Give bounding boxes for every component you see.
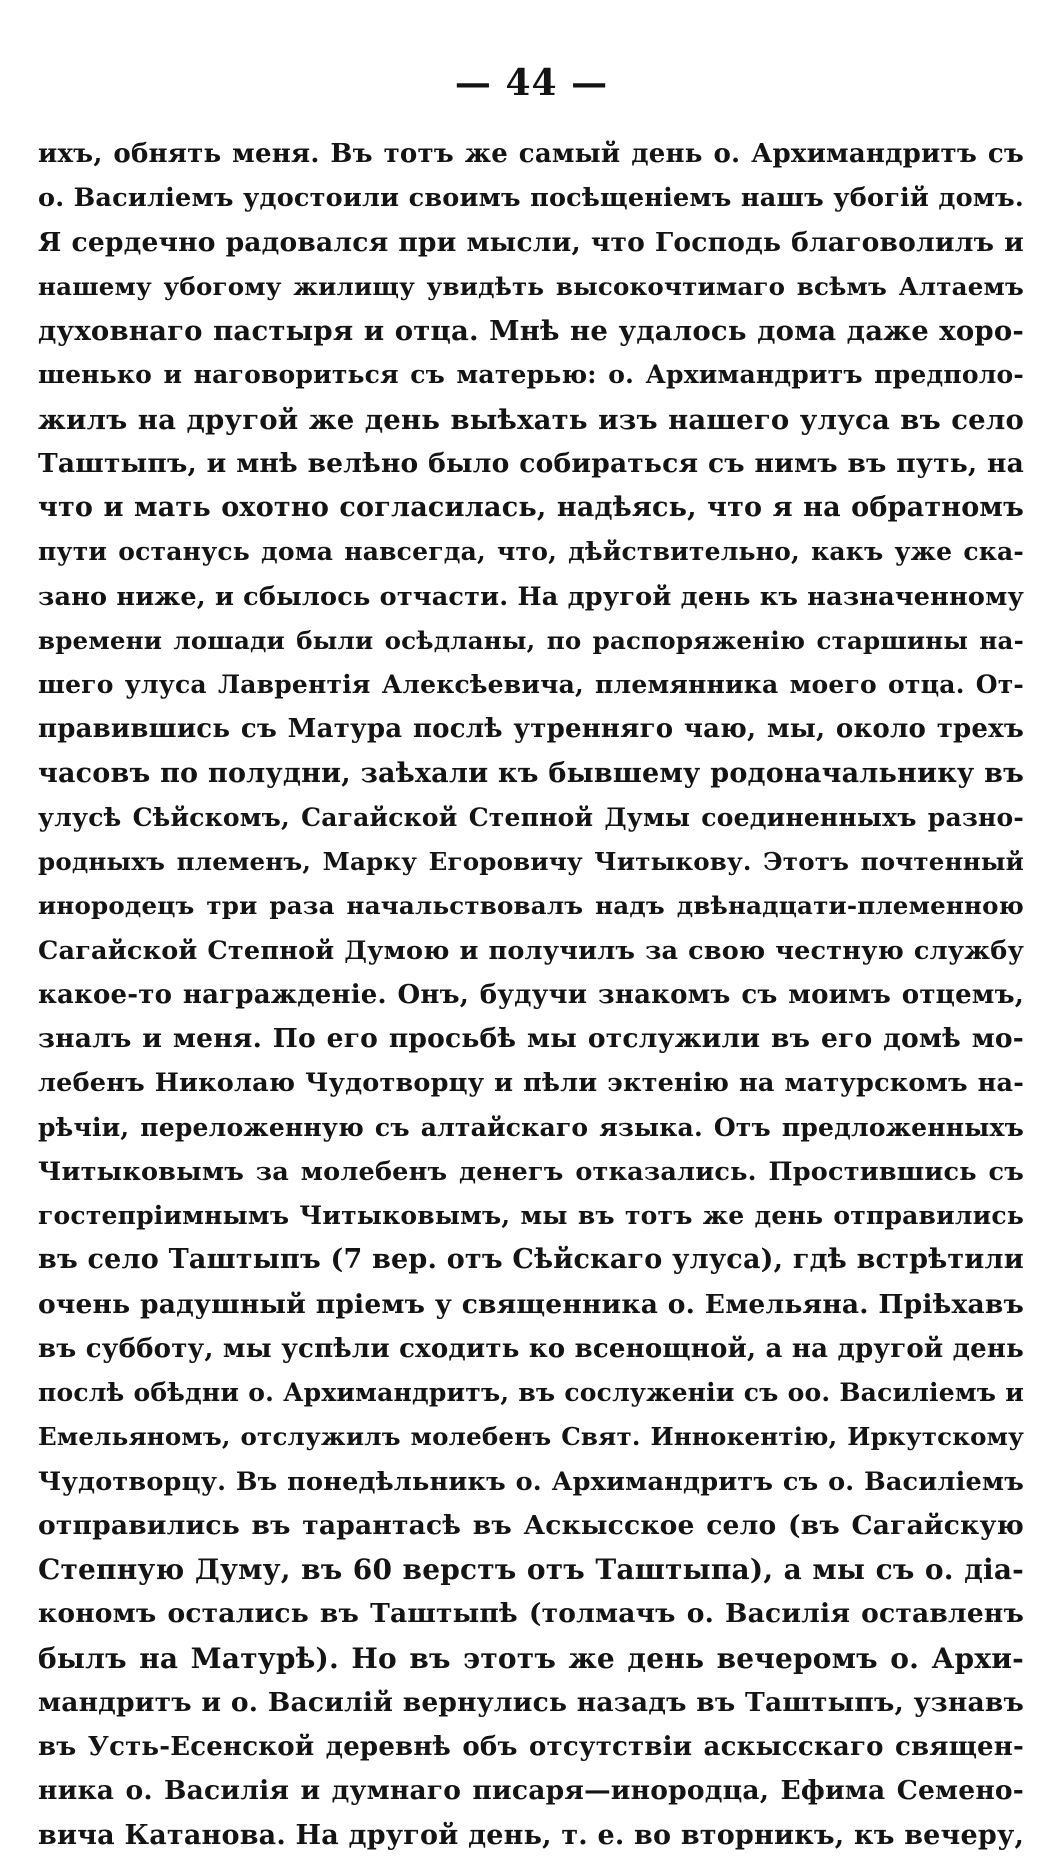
text-line: Таштыпъ, и мнѣ велѣно было собираться съ нимъ въ путь, на — [38, 447, 1024, 479]
text-line: инородецъ три раза начальствовалъ надъ двѣнадцати-племенною — [38, 891, 1024, 921]
text-line: жилъ на другой же день выѣхать изъ нашего улуса въ село — [38, 403, 1024, 436]
text-line: о. Василіемъ удостоили своимъ посѣщеніемъ нашъ убогій домъ. — [38, 183, 1024, 214]
text-line: Степную Думу, въ 60 верстъ отъ Таштыпа), а мы съ о. діа- — [38, 1553, 1024, 1586]
text-line: ника о. Василія и думнаго писаря—инородца, Ефима Семено- — [38, 1775, 1024, 1807]
text-line: Емельяномъ, отслужилъ молебенъ Свят. Иннокентію, Иркутскому — [38, 1422, 1024, 1452]
text-line: въ Усть-Есенской деревнѣ объ отсутствіи аскысскаго священ- — [38, 1732, 1024, 1762]
text-line: нашему убогому жилищу увидѣть высокочтимаго всѣмъ Алтаемъ — [38, 271, 1024, 301]
body-text — [38, 132, 1024, 1858]
text-line: зано ниже, и сбылось отчасти. На другой день къ назначенному — [38, 581, 1024, 612]
text-line: лебенъ Николаю Чудотворцу и пѣли эктенію на матурскомъ на- — [38, 1068, 1024, 1099]
text-line: Я сердечно радовался при мысли, что Господь благоволилъ и — [38, 226, 1024, 258]
text-line: вича Катанова. На другой день, т. е. во вторникъ, къ вечеру, — [38, 1819, 1024, 1851]
text-line: Сагайской Степной Думою и получилъ за свою честную службу — [38, 935, 1024, 966]
text-line: мандритъ и о. Василій вернулись назадъ въ Таштыпъ, узнавъ — [38, 1686, 1024, 1718]
text-line: часовъ по полудни, заѣхали къ бывшему родоначальнику въ — [38, 757, 1024, 789]
text-line: кономъ остались въ Таштыпѣ (толмачъ о. Василія оставленъ — [38, 1598, 1024, 1630]
text-line: рѣчіи, переложенную съ алтайскаго языка. Отъ предложенныхъ — [38, 1112, 1024, 1142]
text-line: шего улуса Лаврентія Алексѣевича, племянника моего отца. От- — [38, 670, 1024, 699]
text-line: родныхъ племенъ, Марку Егоровичу Читыкову. Этотъ почтенный — [38, 847, 1024, 876]
text-line: шенько и наговориться съ матерью: о. Архимандритъ предполо- — [38, 360, 1024, 390]
text-line: послѣ обѣдни о. Архимандритъ, въ сослуженіи съ оо. Василіемъ и — [38, 1378, 1024, 1407]
text-line: ихъ, обнять меня. Въ тотъ же самый день о. Архимандритъ съ — [38, 139, 1024, 169]
page-number: — 44 — — [454, 62, 609, 104]
text-line: Читыковымъ за молебенъ денегъ отказались. Простившись съ — [38, 1156, 1024, 1187]
text-line: правившись съ Матура послѣ утренняго чаю, мы, около трехъ — [38, 714, 1024, 745]
text-line: улусѣ Сѣйскомъ, Сагайской Степной Думы соединенныхъ разно- — [38, 802, 1024, 832]
text-line: гостепріимнымъ Читыковымъ, мы въ тотъ же день отправились — [38, 1201, 1024, 1230]
text-line: какое-то награжденіе. Онъ, будучи знакомъ съ моимъ отцемъ, — [38, 979, 1024, 1010]
text-line: въ село Таштыпъ (7 вер. отъ Сѣйскаго улуса), гдѣ встрѣтили — [38, 1244, 1024, 1276]
text-line: Чудотворцу. Въ понедѣльникъ о. Архимандритъ съ о. Василіемъ — [38, 1466, 1024, 1497]
text-line: въ субботу, мы успѣли сходить ко всенощной, а на другой день — [38, 1333, 1024, 1364]
text-line: пути останусь дома навсегда, что, дѣйствительно, какъ уже ска- — [38, 537, 1024, 567]
text-line: очень радушный пріемъ у священника о. Емельяна. Пріѣхавъ — [38, 1288, 1024, 1320]
text-line: духовнаго пастыря и отца. Мнѣ не удалось дома даже хоро- — [38, 315, 1024, 347]
text-line: что и мать охотно согласилась, надѣясь, что я на обратномъ — [38, 492, 1024, 523]
text-line: отправились въ тарантасѣ въ Аскысское село (въ Сагайскую — [38, 1509, 1024, 1541]
text-line: зналъ и меня. По его просьбѣ мы отслужили въ его домѣ мо- — [38, 1023, 1024, 1054]
text-line: времени лошади были осѣдланы, по распоряженію старшины на- — [38, 625, 1024, 655]
text-line: былъ на Матурѣ). Но въ этотъ же день вечеромъ о. Архи- — [38, 1641, 1024, 1675]
